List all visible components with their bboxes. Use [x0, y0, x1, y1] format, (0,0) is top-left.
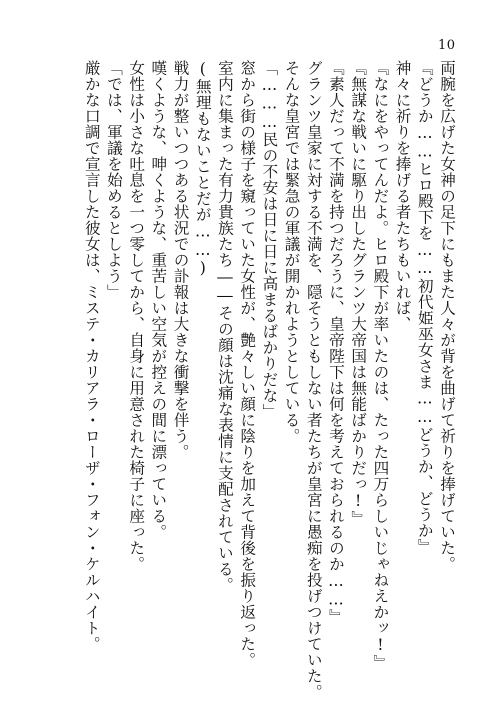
- text-line-10: 窓から街の様子を窺っていた女性が、艶々しい顔に陰りを加えて背後を振り返った。: [238, 60, 257, 668]
- page-number: 10: [438, 38, 456, 53]
- text-line-17: 厳かな口調で宣言した彼女は、ミステ・カリアラ・ローザ・フォン・ケルハイト。: [82, 60, 101, 652]
- vertical-text-block: [81, 60, 458, 700]
- text-line-2: 『どうか……ヒロ殿下を……初代姫巫女さま……どうか、どうか』: [415, 60, 434, 555]
- text-line-14: 嘆くような、呻くような、重苦しい空気が控えの間に漂っている。: [149, 60, 168, 540]
- text-line-9: 「………民の不安は日に日に高まるばかりだな」: [260, 60, 279, 420]
- text-line-1: 両腕を広げた女神の足下にもまた人々が背を曲げて祈りを捧げていた。: [438, 60, 456, 572]
- text-line-8: そんな皇宮では緊急の軍議が開かれようとしている。: [282, 60, 301, 444]
- text-line-6: 『素人だって不満を持つだろうに、皇帝陛下は何を考えておられるのか……』: [326, 60, 345, 625]
- text-line-13: 戦力が整いつつある状況での訃報は大きな衝撃を伴う。: [171, 60, 190, 460]
- text-line-7: グランツ皇家に対する不満を、隠そうともしない者たちが皇宮に愚痴を投げつけていた。: [304, 60, 323, 700]
- text-line-15: 女性は小さな吐息を一つ零してから、自身に用意された椅子に座った。: [127, 60, 146, 572]
- text-line-5: 『無謀な戦いに駆り出したグランツ大帝国は無能ばかりだっ!』: [349, 60, 368, 527]
- text-line-16: 「では、軍議を始めるとしよう」: [104, 60, 123, 300]
- text-line-12: (無理もないことだが……): [193, 60, 212, 278]
- text-line-3: 神々に祈りを捧げる者たちもいれば、: [393, 60, 412, 332]
- text-line-4: 『なにをやってんだよ。ヒロ殿下が率いたのは、たった四万らしいじゃねえかッ!』: [371, 60, 390, 671]
- text-line-11: 室内に集まった有力貴族たち――その顔は沈痛な表情に支配されている。: [215, 60, 234, 593]
